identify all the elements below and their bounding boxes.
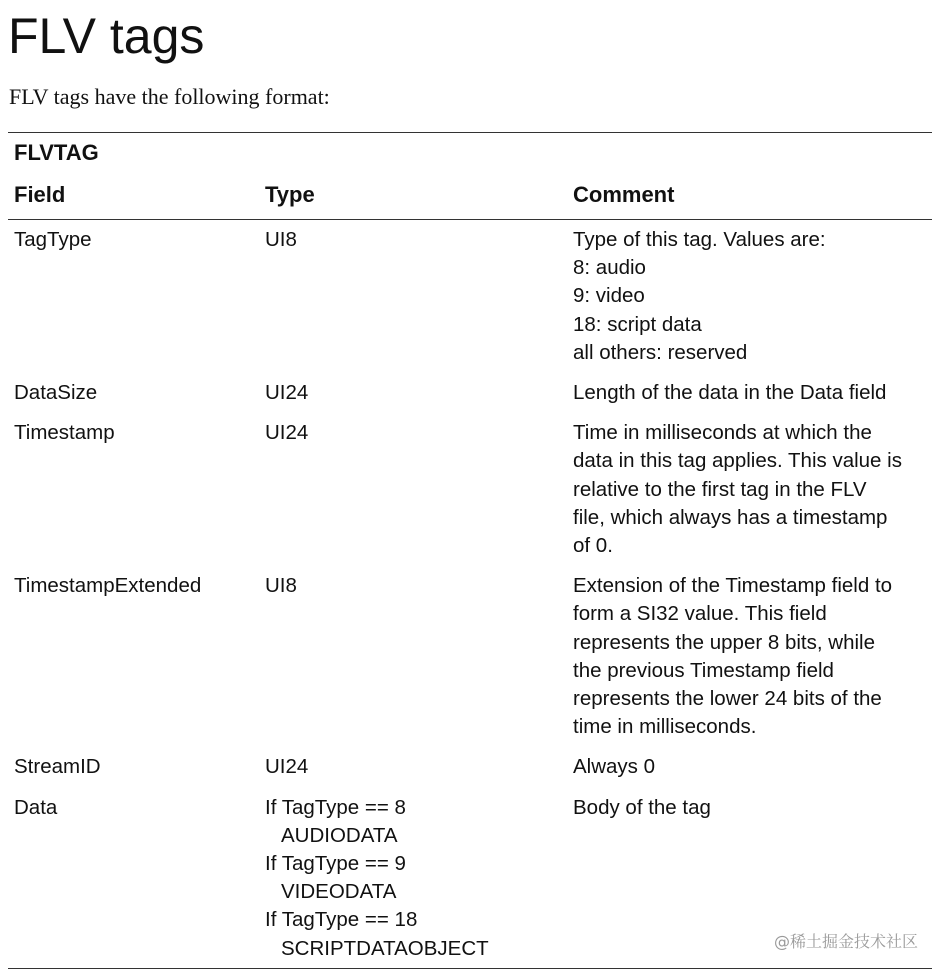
comment-line: represents the lower 24 bits of the	[573, 687, 882, 711]
table-row	[8, 220, 932, 373]
comment-line: Body of the tag	[573, 795, 711, 819]
comment-line: form a SI32 value. This field	[573, 602, 827, 626]
field-cell: TagType	[14, 228, 92, 251]
header-comment: Comment	[573, 181, 675, 207]
comment-line: time in milliseconds.	[573, 715, 757, 739]
intro-text: FLV tags have the following format:	[9, 84, 330, 109]
type-line: UI24	[265, 381, 309, 405]
comment-line: data in this tag applies. This value is	[573, 449, 902, 473]
type-cell	[259, 379, 567, 407]
type-line: If TagType == 9	[265, 852, 406, 876]
comment-line: 9: video	[573, 284, 645, 308]
table-row	[8, 747, 932, 787]
table-row	[8, 413, 932, 566]
comment-line: all others: reserved	[573, 340, 748, 364]
comment-cell	[567, 419, 932, 560]
comment-line: relative to the first tag in the FLV	[573, 477, 867, 501]
table-bottom-rule	[8, 968, 932, 969]
type-line: UI8	[265, 574, 297, 598]
header-type: Type	[265, 181, 315, 207]
table-row	[8, 373, 932, 413]
header-field: Field	[14, 181, 66, 207]
type-line: UI8	[265, 228, 297, 251]
field-cell: Data	[14, 795, 58, 819]
comment-cell	[567, 753, 932, 781]
comment-line: 8: audio	[573, 256, 646, 280]
page-title: FLV tags	[8, 8, 205, 64]
comment-line: represents the upper 8 bits, while	[573, 630, 875, 654]
type-cell	[259, 572, 567, 741]
type-line: AUDIODATA	[281, 823, 398, 847]
watermark: @稀土掘金技术社区	[773, 932, 918, 951]
type-line: If TagType == 8	[265, 795, 406, 819]
comment-line: Always 0	[573, 755, 656, 779]
field-cell: TimestampExtended	[14, 574, 202, 598]
type-line: UI24	[265, 755, 309, 779]
comment-line: Length of the data in the Data field	[573, 381, 887, 405]
comment-line: the previous Timestamp field	[573, 658, 834, 682]
type-line: If TagType == 18	[265, 908, 418, 932]
table-title: FLVTAG	[14, 140, 99, 165]
type-cell	[259, 753, 567, 781]
comment-line: Type of this tag. Values are:	[573, 228, 826, 251]
type-cell	[259, 794, 567, 963]
type-line: UI24	[265, 421, 309, 445]
flvtag-table	[8, 132, 932, 969]
table-header-row	[8, 171, 932, 219]
type-line: VIDEODATA	[281, 880, 397, 904]
table-row	[8, 566, 932, 747]
comment-line: of 0.	[573, 534, 613, 558]
comment-line: Extension of the Timestamp field to	[573, 574, 893, 598]
type-cell	[259, 419, 567, 560]
comment-line: Time in milliseconds at which the	[573, 421, 872, 445]
field-cell: Timestamp	[14, 421, 115, 445]
comment-cell	[567, 572, 932, 741]
type-line: SCRIPTDATAOBJECT	[281, 936, 489, 960]
type-cell	[259, 226, 567, 367]
field-cell: StreamID	[14, 755, 101, 779]
comment-line: 18: script data	[573, 312, 702, 336]
comment-cell	[567, 379, 932, 407]
comment-cell	[567, 226, 932, 367]
field-cell: DataSize	[14, 381, 98, 405]
comment-line: file, which always has a timestamp	[573, 505, 888, 529]
